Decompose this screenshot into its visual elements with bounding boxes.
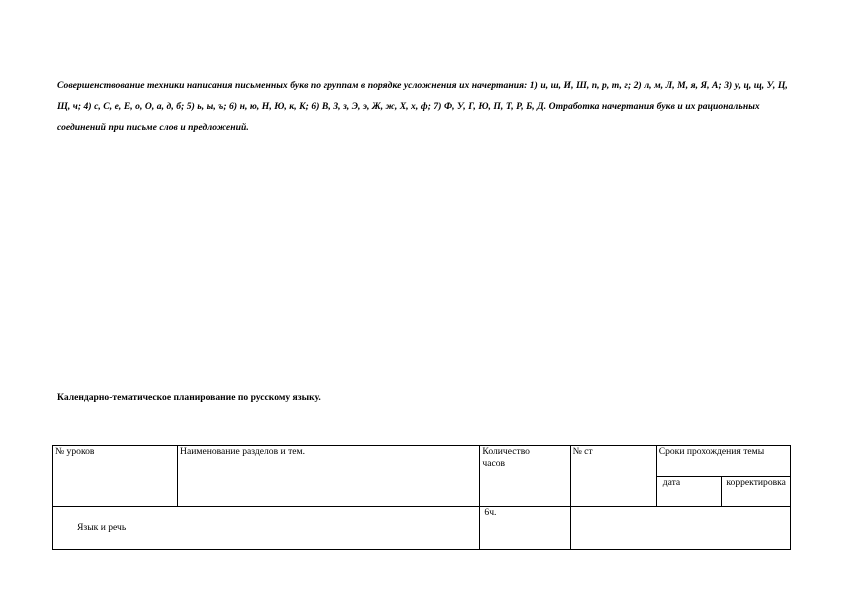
header-hours: Количество часов	[480, 446, 570, 507]
header-sections-topics: Наименование разделов и тем.	[178, 446, 480, 507]
row-empty-cell	[570, 507, 790, 550]
header-date: дата	[656, 476, 722, 507]
row-hours: 6ч.	[480, 507, 570, 550]
row-topic: Язык и речь	[77, 522, 127, 533]
header-lesson-no: № уроков	[53, 446, 178, 507]
table-row	[53, 507, 791, 550]
header-page-no: № ст	[570, 446, 656, 507]
section-heading: Календарно-тематическое планирование по русскому языку.	[57, 392, 321, 403]
table-header-row	[53, 446, 791, 477]
header-correction: корректировка	[722, 476, 791, 507]
header-dates: Сроки прохождения темы	[656, 446, 790, 477]
planning-table	[52, 445, 791, 550]
row-topic-cell	[53, 507, 480, 550]
intro-paragraph: Совершенствование техники написания письменных букв по группам в порядке усложнения их начертания: 1) и, ш, И, Ш, п, р, т, г; 2) л, м, Л, М, я, Я, А; 3) у, ц, щ, У, Ц, Щ, ч; 4) с, С, е, Е, о, О, а, д, б; 5) ь, ы, ъ; 6) н, ю, Н, Ю, к, К; 6) В, З, з, Э, э, Ж, ж, Х, х, ф; 7) Ф, У, Г, Ю, П, Т, Р, Б, Д. Отработка начертания букв и их рациональных соединений при письме слов и предложений.	[57, 80, 788, 133]
